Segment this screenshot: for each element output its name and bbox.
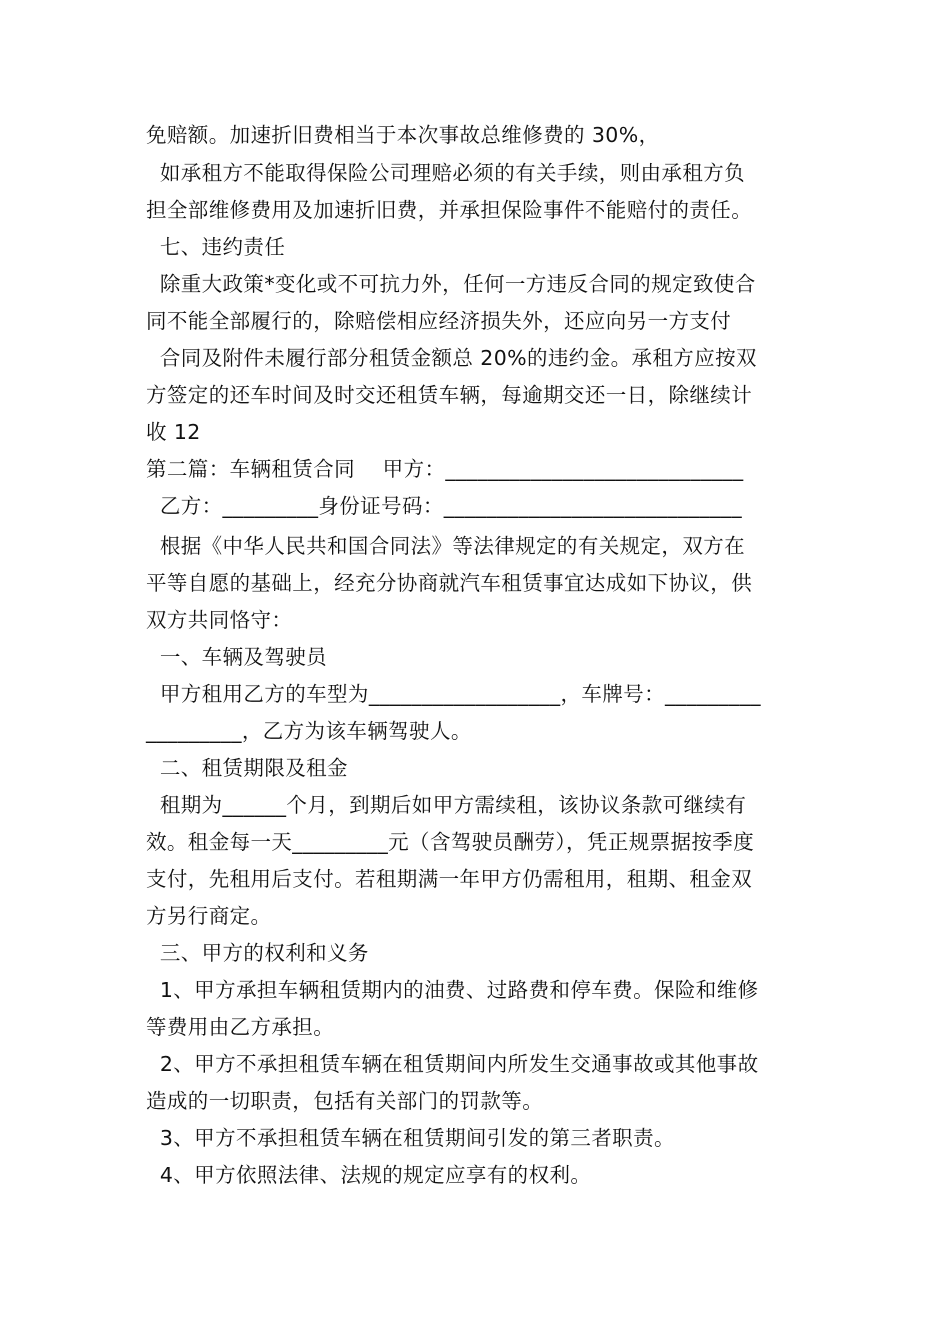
text-line: 如承租方不能取得保险公司理赔必须的有关手续，则由承租方负 xyxy=(146,161,746,185)
text-line: 免赔额。加速折旧费相当于本次事故总维修费的 30%， xyxy=(146,123,660,147)
text-line: 同不能全部履行的，除赔偿相应经济损失外，还应向另一方支付 xyxy=(146,309,732,333)
section-heading: 七、违约责任 xyxy=(146,235,286,259)
text-line: 支付，先租用后支付。若租期满一年甲方仍需租用，租期、租金双 xyxy=(146,867,753,891)
text-line: 方另行商定。 xyxy=(146,904,272,928)
text-line: _________，乙方为该车辆驾驶人。 xyxy=(146,719,472,743)
text-line: 根据《中华人民共和国合同法》等法律规定的有关规定，双方在 xyxy=(146,534,746,558)
text-line: 方签定的还车时间及时交还租赁车辆，每逾期交还一日，除继续计 xyxy=(146,383,753,407)
text-line: 担全部维修费用及加速折旧费，并承担保险事件不能赔付的责任。 xyxy=(146,198,753,222)
text-line: 甲方租用乙方的车型为__________________，车牌号：_________ xyxy=(146,682,761,706)
text-line: 收 12 xyxy=(146,420,201,444)
text-line: 租期为______个月，到期后如甲方需续租，该协议条款可继续有 xyxy=(146,793,747,817)
text-line: 4、甲方依照法律、法规的规定应享有的权利。 xyxy=(146,1163,592,1187)
text-line: 3、甲方不承担租赁车辆在租赁期间引发的第三者职责。 xyxy=(146,1126,675,1150)
text-line: 第二篇：车辆租赁合同 甲方：____________________________ xyxy=(146,457,744,481)
section-heading: 一、车辆及驾驶员 xyxy=(146,645,328,669)
text-line: 2、甲方不承担租赁车辆在租赁期间内所发生交通事故或其他事故 xyxy=(146,1052,759,1076)
text-line: 双方共同恪守： xyxy=(146,608,293,632)
section-heading: 二、租赁期限及租金 xyxy=(146,756,348,780)
section-heading: 三、甲方的权利和义务 xyxy=(146,941,369,965)
text-line: 合同及附件未履行部分租赁金额总 20%的违约金。承租方应按双 xyxy=(146,346,757,370)
text-line: 除重大政策*变化或不可抗力外，任何一方违反合同的规定致使合 xyxy=(146,272,756,296)
text-line: 1、甲方承担车辆租赁期内的油费、过路费和停车费。保险和维修 xyxy=(146,978,759,1002)
text-line: 乙方：_________身份证号码：____________________________ xyxy=(146,494,742,518)
text-line: 效。租金每一天_________元（含驾驶员酬劳），凭正规票据按季度 xyxy=(146,830,755,854)
text-line: 造成的一切职责，包括有关部门的罚款等。 xyxy=(146,1089,544,1113)
text-line: 平等自愿的基础上，经充分协商就汽车租赁事宜达成如下协议，供 xyxy=(146,571,753,595)
text-line: 等费用由乙方承担。 xyxy=(146,1015,335,1039)
